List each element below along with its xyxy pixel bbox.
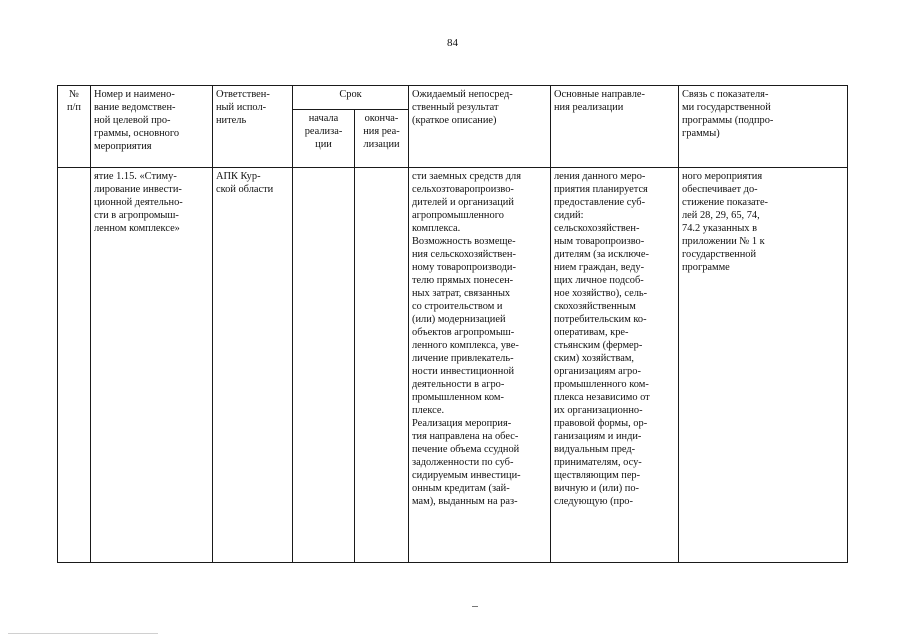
header-responsible: Ответствен- ный испол- нитель [213, 86, 293, 168]
header-link: Связь с показателя- ми государственной программы (подпро- граммы) [679, 86, 848, 168]
header-term: Срок [293, 86, 409, 110]
cell-expected: сти заемных средств для сельхозтоваропроизво- дителей и организаций агропромышленного комплекса. Возможность возмеще- ния сельскохозяйствен- ному товаропроизводи- телю прямых понесен- ных затрат, связанных со строительством и (или) модернизацией объектов агропромыш- ленного комплекса, уве- личение привлекатель- ности инвестиционной деятельности в агро- промышленном ком- плексе. Реализация мероприя- тия направлена на обес- печение объема ссудной задолженности по суб- сидируемым инвестици- онным кредитам (зай- мам), выданным на раз- [409, 168, 551, 563]
program-table [57, 85, 848, 563]
scan-artifact [472, 606, 478, 607]
cell-responsible: АПК Кур- ской области [213, 168, 293, 563]
scan-artifact [8, 633, 158, 634]
table-row [58, 168, 848, 563]
table-header-row [58, 86, 848, 110]
cell-link: ного мероприятия обеспечивает до- стижение показате- лей 28, 29, 65, 74, 74.2 указанных в приложении № 1 к государственной программе [679, 168, 848, 563]
header-term-start: начала реализа- ции [293, 110, 355, 168]
cell-term-end [355, 168, 409, 563]
cell-directions: ления данного меро- приятия планируется предоставление суб- сидий: сельскохозяйствен- ным товаропроизво- дителям (за исключе- нием граждан, веду- щих личное подсоб- ное хозяйство), сель- скохозяйственным потребительским ко- оперативам, кре- стьянским (фермер- ским) хозяйствам, организациям агро- промышленного ком- плекса независимо от их организационно- правовой формы, ор- ганизациям и инди- видуальным пред- принимателям, осу- ществляющим пер- вичную и (или) по- следующую (про- [551, 168, 679, 563]
cell-name: ятие 1.15. «Стиму- лирование инвести- ционной деятельно- сти в агропромыш- ленном комплексе» [91, 168, 213, 563]
header-term-end: оконча- ния реа- лизации [355, 110, 409, 168]
cell-term-start [293, 168, 355, 563]
header-name: Номер и наимено- вание ведомствен- ной целевой про- граммы, основного мероприятия [91, 86, 213, 168]
page-number: 84 [447, 37, 458, 49]
header-directions: Основные направле- ния реализации [551, 86, 679, 168]
header-num: № п/п [58, 86, 91, 168]
header-expected: Ожидаемый непосред- ственный результат (краткое описание) [409, 86, 551, 168]
cell-num [58, 168, 91, 563]
